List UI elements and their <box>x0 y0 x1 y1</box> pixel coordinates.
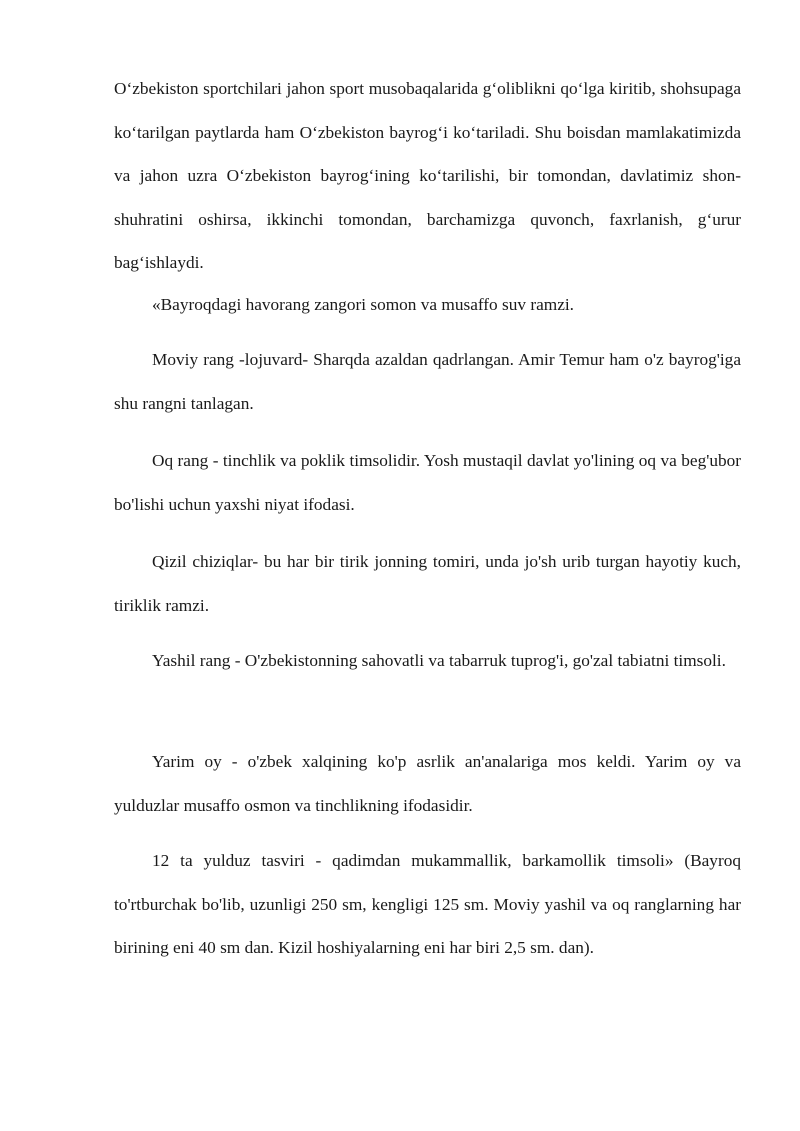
paragraph-text: 12 ta yulduz tasviri - qadimdan mukammallik, barkamollik timsoli» (Bayroq to'rtburchak bo'lib, uzunligi 250 sm, kengligi 125 sm. Moviy yashil va oq ranglarning har birining eni 40 sm dan. Kizil hoshiyalarning eni har biri 2,5 sm. dan). <box>114 851 741 957</box>
paragraph-text: O‘zbekiston sportchilari jahon sport musobaqalarida g‘oliblikni qo‘lga kiritib, shohsupaga ko‘tarilgan paytlarda ham O‘zbekiston bayrog‘i ko‘tariladi. Shu boisdan mamlakatimizda va jahon uzra O‘zbekiston bayrog‘ining ko‘tarilishi, bir tomondan, davlatimiz shon-shuhratini oshirsa, ikkinchi tomondan, barchamizga quvonch, faxrlanish, g‘urur bag‘ishlaydi. <box>114 79 741 272</box>
paragraph-red-stripes <box>114 540 741 627</box>
paragraph-blue-symbol <box>114 283 741 327</box>
paragraph-sport-flag <box>114 67 741 285</box>
paragraph-text: Yarim oy - o'zbek xalqining ko'p asrlik an'analariga mos keldi. Yarim oy va yulduzlar musaffo osmon va tinchlikning ifodasidir. <box>114 752 741 815</box>
paragraph-text: «Bayroqdagi havorang zangori somon va musaffo suv ramzi. <box>152 295 575 314</box>
paragraph-twelve-stars <box>114 839 741 970</box>
paragraph-text: Oq rang - tinchlik va poklik timsolidir. Yosh mustaqil davlat yo'lining oq va beg'ubor bo'lishi uchun yaxshi niyat ifodasi. <box>114 451 741 514</box>
paragraph-white-color <box>114 439 741 526</box>
paragraph-text: Moviy rang -lojuvard- Sharqda azaldan qadrlangan. Amir Temur ham o'z bayrog'iga shu rangni tanlagan. <box>114 350 741 413</box>
paragraph-green-color <box>114 639 741 683</box>
paragraph-crescent <box>114 740 741 827</box>
paragraph-azure-color <box>114 338 741 425</box>
paragraph-text: Yashil rang - O'zbekistonning sahovatli va tabarruk tuprog'i, go'zal tabiatni timsoli. <box>152 651 726 670</box>
paragraph-text: Qizil chiziqlar- bu har bir tirik jonning tomiri, unda jo'sh urib turgan hayotiy kuch, tiriklik ramzi. <box>114 552 741 615</box>
